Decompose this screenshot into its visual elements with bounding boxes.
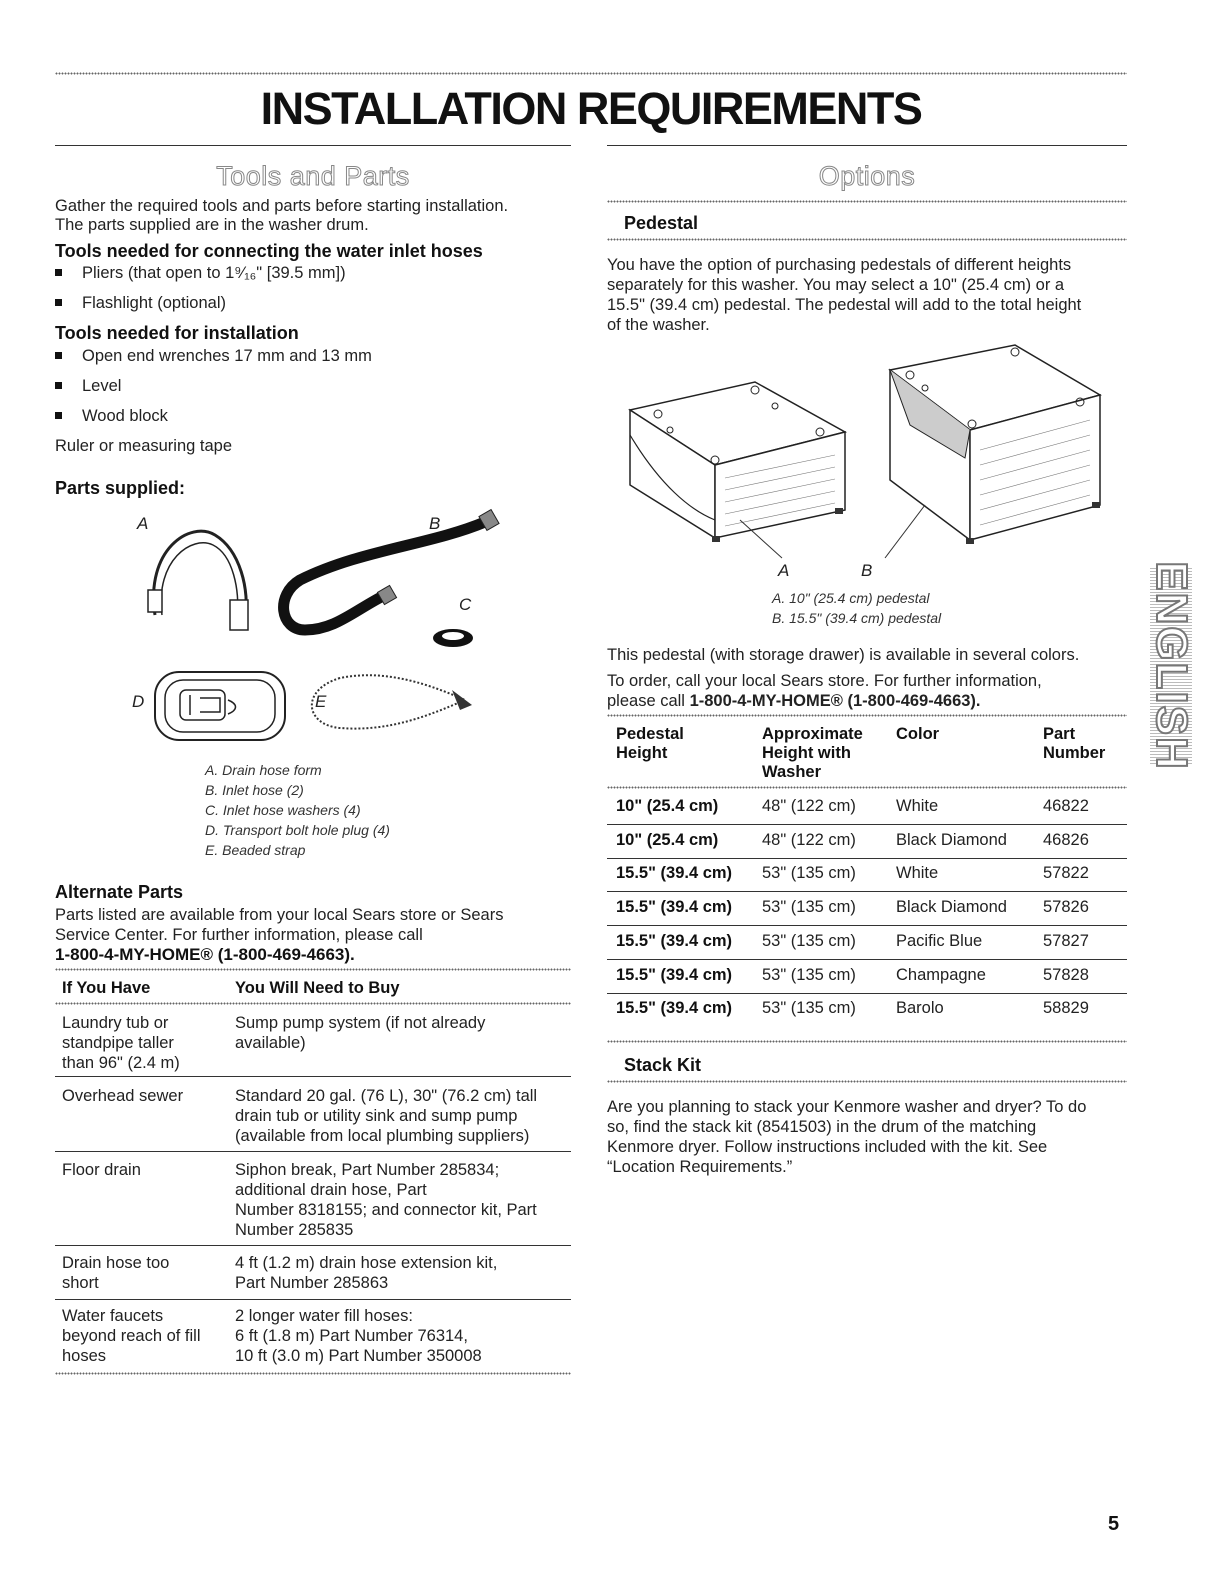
- approx-height-cell: 53" (135 cm): [762, 898, 856, 917]
- row-divider: [607, 858, 1127, 859]
- part-number-cell: 57828: [1043, 965, 1089, 984]
- row-divider: [55, 1076, 571, 1077]
- have-cell: Drain hose too short: [62, 1254, 170, 1292]
- row-divider: [55, 1299, 571, 1300]
- have-cell: Overhead sewer: [62, 1087, 184, 1105]
- buy-cell: Siphon break, Part Number 285834; additional drain hose, Part Number 8318155; and connector kit, Part Number 285835: [235, 1161, 537, 1239]
- have-cell: Floor drain: [62, 1161, 141, 1179]
- approx-height-cell: 53" (135 cm): [762, 864, 856, 883]
- part-letter-c: C: [459, 595, 472, 614]
- alt-col-header-have: If You Have: [62, 979, 151, 997]
- bullet-square-icon: [55, 269, 62, 276]
- top-dotted-rule: [55, 72, 1127, 75]
- pedestal-height-cell: 15.5" (39.4 cm): [616, 999, 733, 1018]
- pedestal-text-3: 15.5" (39.4 cm) pedestal. The pedestal will add to the total height: [607, 296, 1082, 314]
- part-letter-a: A: [137, 514, 149, 533]
- pedestal-height-cell: 10" (25.4 cm): [616, 797, 719, 815]
- part-letter-b: B: [429, 514, 441, 533]
- alt-table-header-rule: [55, 1002, 571, 1005]
- color-cell: White: [896, 864, 939, 883]
- have-cell: Water faucets beyond reach of fill hoses: [62, 1307, 201, 1365]
- approx-height-cell: 48" (122 cm): [762, 797, 856, 815]
- bullet-item: Open end wrenches 17 mm and 13 mm: [55, 346, 372, 366]
- part-number-cell: 46826: [1043, 830, 1089, 849]
- part-caption-e: E. Beaded strap: [205, 842, 306, 858]
- part-number-cell: 46822: [1043, 797, 1089, 815]
- color-cell: Barolo: [896, 999, 944, 1018]
- fig-letter-a: A: [778, 561, 790, 580]
- col-header-approx-height: Approximate Height with Washer: [762, 725, 863, 781]
- approx-height-cell: 53" (135 cm): [762, 999, 856, 1018]
- pedestal-height-cell: 15.5" (39.4 cm): [616, 931, 733, 950]
- part-number-cell: 57826: [1043, 898, 1089, 917]
- buy-cell: 4 ft (1.2 m) drain hose extension kit, Part Number 285863: [235, 1254, 498, 1292]
- row-divider: [607, 891, 1127, 892]
- page-number: 5: [1108, 1513, 1120, 1535]
- alt-table-bottom-rule: [55, 1372, 571, 1375]
- part-caption-c: C. Inlet hose washers (4): [205, 802, 361, 818]
- stack-text-2: so, find the stack kit (8541503) in the drum of the matching: [607, 1118, 1037, 1136]
- language-side-tab: ENGLISH: [1147, 561, 1196, 771]
- part-caption-b: B. Inlet hose (2): [205, 782, 304, 798]
- approx-height-cell: 53" (135 cm): [762, 931, 856, 950]
- pedestal-bottom-rule: [607, 238, 1127, 241]
- col-header-color: Color: [896, 725, 940, 743]
- bullet-square-icon: [55, 382, 62, 389]
- color-cell: Black Diamond: [896, 898, 1007, 917]
- pedestal-table-header-rule: [607, 786, 1127, 789]
- order-text-2: please call 1-800-4-MY-HOME® (1-800-469-4663).: [607, 692, 981, 710]
- part-number-cell: 57822: [1043, 864, 1089, 883]
- buy-cell: Standard 20 gal. (76 L), 30" (76.2 cm) tall drain tub or utility sink and sump pump (available from local plumbing suppliers): [235, 1087, 538, 1145]
- pedestal-illustration: [620, 340, 1110, 565]
- hoses-tools-heading: Tools needed for connecting the water inlet hoses: [55, 241, 483, 261]
- row-divider: [607, 959, 1127, 960]
- stack-bottom-rule: [607, 1080, 1127, 1083]
- alt-table-top-rule: [55, 968, 571, 971]
- stack-top-rule: [607, 1040, 1127, 1043]
- row-divider: [55, 1245, 571, 1246]
- bullet-square-icon: [55, 299, 62, 306]
- col-header-pedestal-height: Pedestal Height: [616, 725, 684, 762]
- colors-text: This pedestal (with storage drawer) is available in several colors.: [607, 646, 1080, 664]
- part-number-cell: 58829: [1043, 999, 1089, 1018]
- pedestal-height-cell: 15.5" (39.4 cm): [616, 898, 733, 917]
- right-section-rule: [607, 145, 1127, 146]
- row-divider: [607, 824, 1127, 825]
- color-cell: Black Diamond: [896, 830, 1007, 849]
- fig-caption-a: A. 10" (25.4 cm) pedestal: [772, 590, 930, 606]
- alternate-parts-heading: Alternate Parts: [55, 882, 184, 902]
- color-cell: Champagne: [896, 965, 986, 984]
- order-phone: 1-800-4-MY-HOME® (1-800-469-4663).: [689, 692, 981, 710]
- bullet-item: Flashlight (optional): [55, 293, 226, 313]
- approx-height-cell: 48" (122 cm): [762, 830, 856, 849]
- color-cell: Pacific Blue: [896, 931, 983, 950]
- part-letter-e: E: [315, 692, 327, 711]
- bullet-square-icon: [55, 412, 62, 419]
- left-section-rule: [55, 145, 571, 146]
- pedestal-height-cell: 15.5" (39.4 cm): [616, 965, 733, 984]
- bullet-square-icon: [55, 352, 62, 359]
- ruler-text: Ruler or measuring tape: [55, 437, 233, 455]
- stack-text-1: Are you planning to stack your Kenmore washer and dryer? To do: [607, 1098, 1087, 1116]
- parts-supplied-heading: Parts supplied:: [55, 478, 186, 498]
- install-tools-heading: Tools needed for installation: [55, 323, 299, 343]
- order-text-1: To order, call your local Sears store. For further information,: [607, 672, 1042, 690]
- fig-letter-b: B: [861, 561, 873, 580]
- pedestal-text-4: of the washer.: [607, 316, 710, 334]
- part-letter-d: D: [132, 692, 145, 711]
- buy-cell: 2 longer water fill hoses: 6 ft (1.8 m) Part Number 76314, 10 ft (3.0 m) Part Number 350008: [235, 1307, 482, 1365]
- stack-text-4: “Location Requirements.”: [607, 1158, 793, 1176]
- options-heading: Options: [818, 161, 916, 191]
- row-divider: [607, 993, 1127, 994]
- pedestal-text-2: separately for this washer. You may select a 10" (25.4 cm) or a: [607, 276, 1065, 294]
- col-header-part-number: Part Number: [1043, 725, 1106, 762]
- bullet-item: Level: [55, 376, 121, 396]
- part-caption-a: A. Drain hose form: [205, 762, 322, 778]
- alternate-phone: 1-800-4-MY-HOME® (1-800-469-4663).: [55, 945, 355, 964]
- fig-caption-b: B. 15.5" (39.4 cm) pedestal: [772, 610, 942, 626]
- alternate-text-2: Service Center. For further information, please call: [55, 926, 423, 944]
- bullet-item: Wood block: [55, 406, 168, 426]
- row-divider: [607, 925, 1127, 926]
- stack-text-3: Kenmore dryer. Follow instructions included with the kit. See: [607, 1138, 1048, 1156]
- pedestal-height-cell: 15.5" (39.4 cm): [616, 864, 733, 883]
- buy-cell: Sump pump system (if not already available): [235, 1014, 486, 1052]
- pedestal-top-rule: [607, 200, 1127, 203]
- pedestal-heading: Pedestal: [624, 213, 699, 233]
- tools-and-parts-heading: Tools and Parts: [216, 161, 410, 191]
- alt-col-header-buy: You Will Need to Buy: [235, 979, 400, 997]
- pedestal-table-top-rule: [607, 714, 1127, 717]
- tools-intro-line-1: Gather the required tools and parts before starting installation.: [55, 197, 509, 215]
- pedestal-height-cell: 10" (25.4 cm): [616, 830, 719, 849]
- approx-height-cell: 53" (135 cm): [762, 965, 856, 984]
- stack-kit-heading: Stack Kit: [624, 1055, 702, 1075]
- alternate-text-1: Parts listed are available from your local Sears store or Sears: [55, 906, 504, 924]
- pedestal-text-1: You have the option of purchasing pedestals of different heights: [607, 256, 1072, 274]
- row-divider: [55, 1151, 571, 1152]
- color-cell: White: [896, 797, 939, 815]
- page-title: INSTALLATION REQUIREMENTS: [260, 83, 922, 134]
- part-caption-d: D. Transport bolt hole plug (4): [205, 822, 390, 838]
- part-number-cell: 57827: [1043, 931, 1089, 950]
- tools-intro-line-2: The parts supplied are in the washer drum.: [55, 216, 369, 234]
- bullet-item: Pliers (that open to 1⁹⁄₁₆" [39.5 mm]): [55, 263, 346, 283]
- have-cell: Laundry tub or standpipe taller than 96" (2.4 m): [62, 1014, 180, 1072]
- parts-illustration: [100, 500, 520, 750]
